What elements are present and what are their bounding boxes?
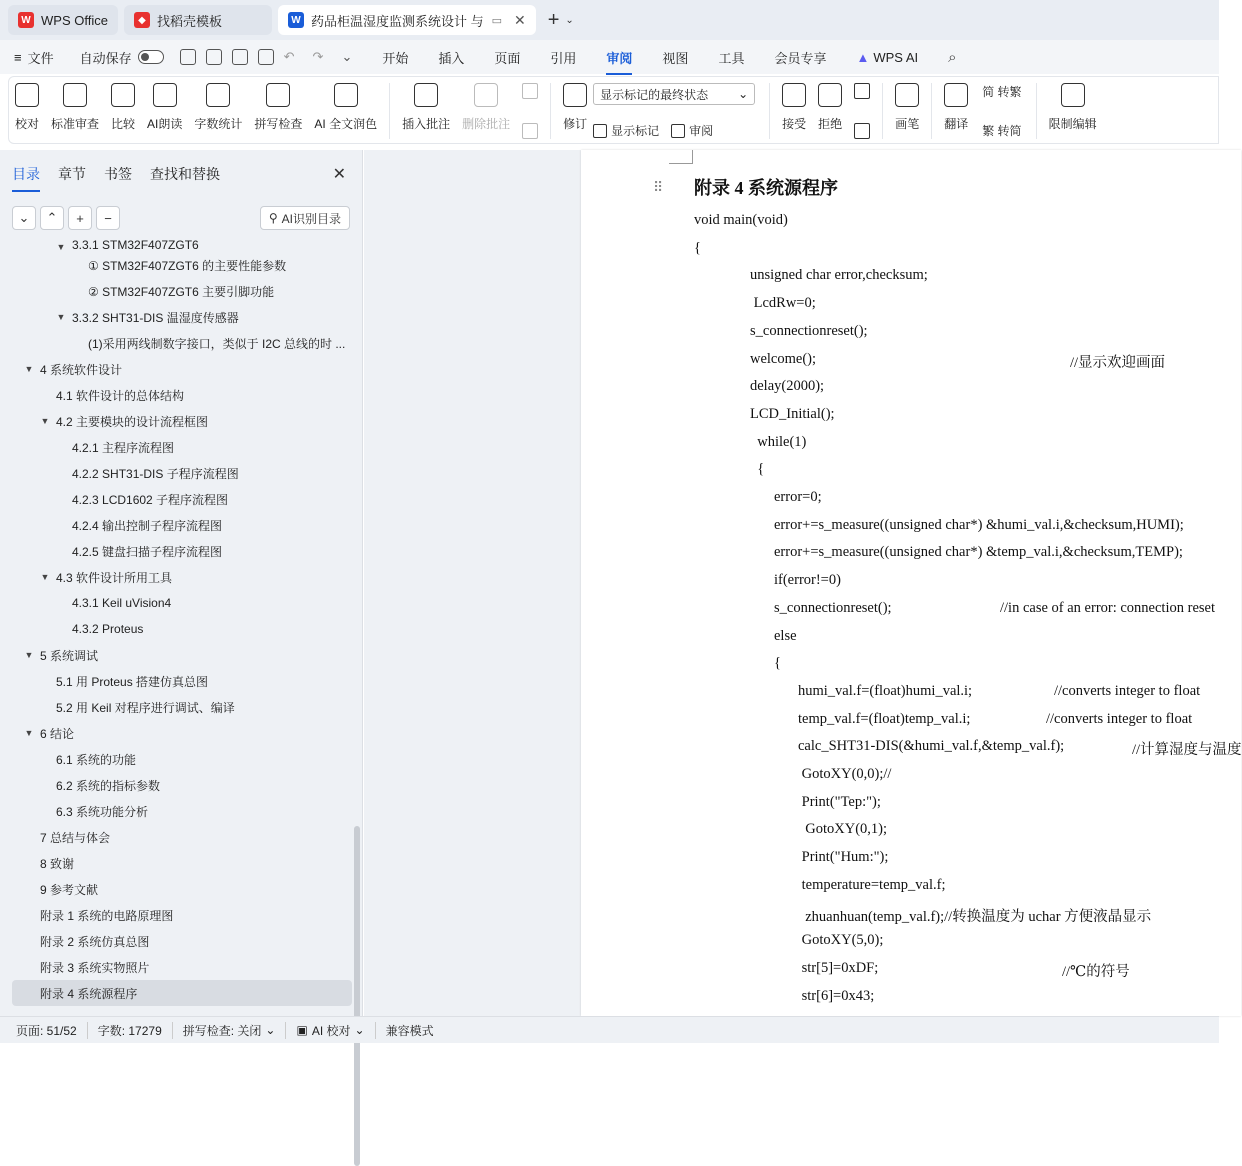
tab-wps-office[interactable] bbox=[8, 5, 118, 35]
print-icon[interactable] bbox=[232, 49, 248, 65]
toc-item[interactable] bbox=[12, 304, 352, 330]
toc-item-label: 3.3.2 SHT31-DIS 温湿度传感器 bbox=[72, 310, 239, 325]
track-changes-button[interactable] bbox=[557, 83, 593, 132]
code-line: { bbox=[694, 239, 701, 256]
code-line: Print("Tep:"); bbox=[798, 793, 881, 810]
code-line: GotoXY(0,1); bbox=[798, 821, 888, 838]
close-icon[interactable]: ✕ bbox=[332, 166, 346, 183]
caret-down-icon[interactable]: ▼ bbox=[24, 650, 34, 660]
code-line: { bbox=[774, 655, 781, 672]
code-line: while(1) bbox=[750, 433, 807, 450]
ai-proofread-label: AI 校对 bbox=[311, 1023, 351, 1038]
tab-find-replace[interactable]: 查找和替换 bbox=[150, 166, 220, 182]
ai-read-button[interactable] bbox=[141, 83, 188, 132]
delete-comment-label: 删除批注 bbox=[462, 117, 511, 131]
code-line: temperature=temp_val.f; bbox=[798, 876, 946, 893]
wps-writer-icon: W bbox=[288, 12, 304, 28]
toc-item-label: 3.3.1 STM32F407ZGT6 bbox=[72, 238, 199, 252]
tab-label: 药品柜温湿度监测系统设计 与 bbox=[310, 13, 484, 29]
code-line: s_connectionreset(); bbox=[774, 599, 892, 616]
code-line: calc_SHT31-DIS(&humi_val.f,&temp_val.f); bbox=[798, 738, 1065, 755]
spell-check-status[interactable] bbox=[183, 1022, 287, 1039]
toc-item-label: 5.2 用 Keil 对程序进行调试、编译 bbox=[56, 700, 235, 715]
accept-label: 接受 bbox=[782, 117, 807, 131]
toc-item-label: 4 系统软件设计 bbox=[40, 362, 123, 377]
toc-item-label: 附录 3 系统实物照片 bbox=[40, 960, 150, 975]
standard-review-button[interactable] bbox=[45, 83, 105, 132]
reject-label: 拒绝 bbox=[818, 117, 843, 131]
magic-wand-icon bbox=[334, 83, 358, 107]
toc-item-label: 4.2.2 SHT31-DIS 子程序流程图 bbox=[72, 466, 239, 481]
expand-all-icon[interactable]: ⌄ bbox=[12, 206, 36, 230]
ribbon-divider bbox=[1036, 83, 1037, 139]
show-markup-label: 显示标记 bbox=[611, 124, 660, 138]
ai-toc-button[interactable] bbox=[260, 206, 350, 230]
scrollbar[interactable] bbox=[354, 826, 360, 1166]
share-icon[interactable] bbox=[206, 49, 222, 65]
navigation-pane bbox=[0, 150, 363, 1016]
new-tab-icon[interactable]: + bbox=[547, 8, 560, 31]
word-count-button[interactable] bbox=[188, 83, 248, 132]
toc-item-label: 6.2 系统的指标参数 bbox=[56, 778, 161, 793]
comment-add-icon bbox=[414, 83, 438, 107]
code-line: error=0; bbox=[774, 489, 822, 505]
toc-item-label: 6.3 系统功能分析 bbox=[56, 804, 149, 819]
collapse-all-icon[interactable]: ⌃ bbox=[40, 206, 64, 230]
toc-item[interactable] bbox=[12, 902, 352, 928]
reject-icon bbox=[818, 83, 842, 107]
toc-item[interactable] bbox=[12, 538, 352, 564]
close-tab-icon[interactable]: ✕ bbox=[514, 11, 526, 28]
caret-down-icon[interactable]: ▼ bbox=[56, 242, 66, 252]
toc-item-label: ① STM32F407ZGT6 的主要性能参数 bbox=[88, 258, 287, 273]
toc-item[interactable] bbox=[12, 356, 352, 382]
remove-heading-icon[interactable]: − bbox=[96, 206, 120, 230]
code-line: GotoXY(0,0);// bbox=[798, 766, 892, 782]
toc-item[interactable] bbox=[12, 850, 352, 876]
chinese-convert-group bbox=[982, 83, 1021, 139]
delete-comment-button[interactable] bbox=[456, 83, 516, 132]
word-count-icon bbox=[206, 83, 230, 107]
review-pane-button[interactable] bbox=[671, 122, 713, 139]
toc-item-label: 附录 1 系统的电路原理图 bbox=[40, 908, 174, 923]
toc-list bbox=[12, 238, 352, 1016]
restrict-edit-label: 限制编辑 bbox=[1048, 117, 1097, 131]
menu-tab-insert[interactable]: 插入 bbox=[438, 50, 465, 66]
accept-icon bbox=[782, 83, 806, 107]
ribbon-divider bbox=[389, 83, 390, 139]
comment-nav-group bbox=[522, 83, 538, 139]
caret-down-icon[interactable]: ▼ bbox=[24, 364, 34, 374]
toc-item[interactable] bbox=[12, 434, 352, 460]
standard-review-label: 标准审查 bbox=[51, 117, 100, 131]
word-count-label: 字数统计 bbox=[194, 117, 243, 131]
file-label: 文件 bbox=[27, 50, 54, 66]
toc-item-label: 4.2.4 输出控制子程序流程图 bbox=[72, 518, 223, 533]
toc-item[interactable] bbox=[12, 876, 352, 902]
toc-item[interactable] bbox=[12, 824, 352, 850]
code-comment: //计算湿度与温度 bbox=[1132, 742, 1242, 759]
to-traditional-button[interactable] bbox=[982, 83, 1021, 100]
toc-item-label: 7 总结与体会 bbox=[40, 830, 111, 845]
toc-item[interactable] bbox=[12, 980, 352, 1006]
insert-comment-label: 插入批注 bbox=[402, 117, 451, 131]
code-line: Print("Hum:"); bbox=[798, 849, 889, 866]
toc-item[interactable] bbox=[12, 330, 352, 356]
title-bar bbox=[0, 0, 1219, 40]
translate-icon bbox=[944, 83, 968, 107]
toc-item-label: 6 结论 bbox=[40, 726, 75, 741]
tab-toc[interactable]: 目录 bbox=[12, 166, 40, 182]
ai-icon: ⚲ bbox=[268, 211, 278, 225]
toc-item[interactable] bbox=[12, 590, 352, 616]
markup-group bbox=[593, 83, 755, 139]
track-changes-label: 修订 bbox=[563, 117, 588, 131]
code-line: s_connectionreset(); bbox=[750, 322, 868, 339]
toc-item[interactable] bbox=[12, 564, 352, 590]
toc-item[interactable] bbox=[12, 694, 352, 720]
track-changes-icon bbox=[563, 83, 587, 107]
ribbon-divider bbox=[882, 83, 883, 139]
toc-item-label: 4.3.2 Proteus bbox=[72, 622, 144, 636]
proofread-button[interactable] bbox=[9, 83, 45, 132]
toc-item-label: 6.1 系统的功能 bbox=[56, 752, 137, 767]
undo-icon[interactable]: ↶ bbox=[283, 49, 295, 64]
previous-change-icon[interactable] bbox=[854, 83, 870, 99]
wps-ai-icon: ▲ bbox=[856, 49, 870, 65]
menu-tab-reference[interactable]: 引用 bbox=[550, 50, 577, 66]
tab-label: WPS Office bbox=[41, 12, 108, 28]
toc-item-label: 5 系统调试 bbox=[40, 648, 99, 663]
toc-item-label: 4.2 主要模块的设计流程框图 bbox=[56, 414, 209, 429]
drag-handle-icon[interactable]: ⠿ bbox=[653, 180, 664, 196]
document-area bbox=[364, 150, 1242, 1016]
caret-down-icon[interactable]: ▼ bbox=[40, 416, 50, 426]
ai-polish-button[interactable] bbox=[308, 83, 383, 132]
menu-bar bbox=[0, 40, 1219, 74]
toc-item[interactable] bbox=[12, 746, 352, 772]
toc-item-label: 4.2.1 主程序流程图 bbox=[72, 440, 175, 455]
code-line: unsigned char error,checksum; bbox=[750, 267, 928, 284]
file-menu[interactable] bbox=[14, 48, 54, 67]
chevron-down-icon: ⌄ bbox=[738, 87, 749, 101]
pen-label: 画笔 bbox=[895, 117, 920, 131]
wps-ai-label: WPS AI bbox=[873, 49, 919, 65]
redo-icon[interactable]: ↷ bbox=[312, 49, 324, 64]
docer-icon: ◆ bbox=[134, 12, 150, 28]
tab-docer[interactable] bbox=[124, 5, 272, 35]
toc-item[interactable] bbox=[12, 512, 352, 538]
review-pane-icon bbox=[671, 124, 685, 138]
toc-item[interactable] bbox=[12, 278, 352, 304]
toc-item-label: 5.1 用 Proteus 搭建仿真总图 bbox=[56, 674, 209, 689]
menu-tab-page[interactable]: 页面 bbox=[494, 50, 521, 66]
code-line: str[6]=0x43; bbox=[798, 987, 875, 1004]
show-markup-button[interactable] bbox=[593, 122, 659, 139]
code-comment: //显示欢迎画面 bbox=[1070, 354, 1166, 371]
toc-item-label: 4.3 软件设计所用工具 bbox=[56, 570, 173, 585]
chevron-down-icon: ⌄ bbox=[354, 1023, 365, 1037]
code-line: str[5]=0xDF; bbox=[798, 959, 879, 976]
code-line: { bbox=[750, 461, 765, 478]
code-line: delay(2000); bbox=[750, 378, 825, 395]
insert-comment-button[interactable] bbox=[396, 83, 456, 132]
autosave-label: 自动保存 bbox=[79, 50, 132, 66]
compare-icon bbox=[111, 83, 135, 107]
save-icon[interactable] bbox=[180, 49, 196, 65]
code-line: welcome(); bbox=[750, 350, 817, 367]
word-count[interactable]: 字数: 17279 bbox=[98, 1022, 173, 1039]
code-line: if(error!=0) bbox=[774, 572, 841, 589]
code-comment: //converts integer to float bbox=[1054, 682, 1201, 699]
show-markup-icon bbox=[593, 124, 607, 138]
menu-tab-tools[interactable]: 工具 bbox=[718, 50, 745, 66]
previous-comment-icon[interactable] bbox=[522, 83, 538, 99]
nav-tabs bbox=[12, 164, 238, 184]
tab-label: 找稻壳模板 bbox=[156, 13, 222, 29]
ai-read-label: AI朗读 bbox=[147, 117, 183, 131]
page-indicator[interactable]: 页面: 51/52 bbox=[16, 1022, 88, 1039]
lock-document-icon bbox=[1061, 83, 1085, 107]
next-change-icon[interactable] bbox=[854, 123, 870, 139]
spell-check-icon bbox=[266, 83, 290, 107]
pen-icon bbox=[895, 83, 919, 107]
compare-label: 比较 bbox=[111, 117, 136, 131]
restrict-edit-button[interactable] bbox=[1043, 83, 1103, 132]
toc-item[interactable] bbox=[12, 720, 352, 746]
toc-item[interactable] bbox=[12, 798, 352, 824]
code-line: else bbox=[774, 627, 797, 644]
compare-button[interactable] bbox=[105, 83, 141, 132]
menu-tab-review[interactable]: 审阅 bbox=[606, 48, 632, 67]
ai-toc-label: AI识别目录 bbox=[281, 211, 341, 226]
ai-polish-label: AI 全文润色 bbox=[314, 117, 378, 131]
compat-mode: 兼容模式 bbox=[385, 1023, 434, 1038]
code-line: zhuanhuan(temp_val.f);//转换温度为 uchar 方便液晶显示 bbox=[798, 908, 1152, 925]
menu-tab-start[interactable]: 开始 bbox=[382, 50, 409, 66]
monitor-icon: ▭ bbox=[491, 14, 502, 27]
proofread-label: 校对 bbox=[15, 117, 40, 131]
tab-document[interactable] bbox=[278, 5, 536, 35]
markup-state-value: 显示标记的最终状态 bbox=[600, 87, 709, 102]
menu-tab-wps-ai[interactable] bbox=[856, 50, 918, 65]
document-check-icon bbox=[63, 83, 87, 107]
document-page bbox=[581, 150, 1241, 1016]
ribbon-toolbar bbox=[8, 76, 1219, 144]
toc-tools bbox=[12, 206, 124, 230]
next-comment-icon[interactable] bbox=[522, 123, 538, 139]
hamburger-icon: ≡ bbox=[14, 49, 22, 65]
code-line: void main(void) bbox=[694, 212, 788, 228]
toc-item[interactable] bbox=[12, 616, 352, 642]
toc-item[interactable] bbox=[12, 252, 352, 278]
wps-logo-icon: W bbox=[18, 12, 34, 28]
toc-item[interactable] bbox=[12, 954, 352, 980]
comment-delete-icon bbox=[474, 83, 498, 107]
caret-down-icon[interactable]: ▼ bbox=[40, 572, 50, 582]
change-nav-group bbox=[854, 83, 870, 139]
code-line: LCD_Initial(); bbox=[750, 405, 835, 422]
translate-button[interactable] bbox=[938, 83, 974, 132]
status-bar bbox=[0, 1016, 1219, 1043]
toc-item-label: 附录 2 系统仿真总图 bbox=[40, 934, 150, 949]
ribbon-divider bbox=[931, 83, 932, 139]
toc-item[interactable] bbox=[12, 642, 352, 668]
pen-button[interactable] bbox=[889, 83, 925, 132]
code-line: temp_val.f=(float)temp_val.i; bbox=[798, 710, 971, 727]
code-comment: //in case of an error: connection reset bbox=[1000, 599, 1215, 616]
toc-item[interactable] bbox=[12, 668, 352, 694]
toc-item-label: 8 致谢 bbox=[40, 856, 75, 871]
toc-item[interactable] bbox=[12, 382, 352, 408]
toc-item[interactable] bbox=[12, 486, 352, 512]
autosave-toggle[interactable] bbox=[80, 48, 164, 67]
ai-read-icon bbox=[153, 83, 177, 107]
to-simplified-label: 繁 转简 bbox=[982, 124, 1022, 138]
code-line: LcdRw=0; bbox=[750, 295, 816, 312]
menu-tab-view[interactable]: 视图 bbox=[662, 50, 689, 66]
menu-tab-member[interactable]: 会员专享 bbox=[774, 50, 827, 66]
toc-item[interactable] bbox=[12, 772, 352, 798]
spell-check-status-label: 拼写检查: 关闭 bbox=[182, 1023, 262, 1038]
chevron-down-icon[interactable]: ⌄ bbox=[565, 14, 574, 26]
add-heading-icon[interactable]: + bbox=[68, 206, 92, 230]
search-icon[interactable]: ⌕ bbox=[948, 48, 957, 66]
toggle-switch[interactable] bbox=[138, 50, 164, 64]
proofread-icon bbox=[15, 83, 39, 107]
caret-down-icon[interactable]: ▼ bbox=[56, 312, 66, 322]
chevron-down-icon: ⌄ bbox=[265, 1023, 276, 1037]
toc-item-label: (1)采用两线制数字接口，类似于 I2C 总线的时 ... bbox=[88, 336, 346, 351]
page-corner-mark bbox=[669, 150, 693, 164]
spell-check-label: 拼写检查 bbox=[254, 117, 303, 131]
chevron-down-icon[interactable]: ⌄ bbox=[341, 49, 353, 64]
toc-item[interactable] bbox=[12, 408, 352, 434]
toc-item-label: 4.2.5 键盘扫描子程序流程图 bbox=[72, 544, 223, 559]
toc-item-label: 附录 4 系统源程序 bbox=[40, 986, 138, 1001]
code-line: humi_val.f=(float)humi_val.i; bbox=[798, 682, 973, 699]
toc-item[interactable] bbox=[12, 238, 352, 252]
tab-sections[interactable]: 章节 bbox=[58, 166, 86, 182]
code-line: error+=s_measure((unsigned char*) &temp_val.i,&checksum,TEMP); bbox=[774, 544, 1183, 561]
ribbon-divider bbox=[769, 83, 770, 139]
to-simplified-button[interactable] bbox=[982, 122, 1021, 139]
code-comment: //converts integer to float bbox=[1046, 710, 1193, 727]
to-traditional-label: 简 转繁 bbox=[982, 85, 1022, 99]
toc-item-label: 4.2.3 LCD1602 子程序流程图 bbox=[72, 492, 229, 507]
markup-state-select[interactable] bbox=[593, 83, 755, 105]
toc-item[interactable] bbox=[12, 460, 352, 486]
print-preview-icon[interactable] bbox=[258, 49, 274, 65]
ribbon-divider bbox=[550, 83, 551, 139]
translate-label: 翻译 bbox=[944, 117, 969, 131]
spell-check-button[interactable] bbox=[248, 83, 308, 132]
code-line: error+=s_measure((unsigned char*) &humi_val.i,&checksum,HUMI); bbox=[774, 516, 1184, 533]
caret-down-icon[interactable]: ▼ bbox=[24, 728, 34, 738]
code-comment: //℃的符号 bbox=[1062, 963, 1130, 980]
code-line: GotoXY(5,0); bbox=[798, 932, 884, 949]
tab-bookmarks[interactable]: 书签 bbox=[104, 166, 132, 182]
toc-item-label: 9 参考文献 bbox=[40, 882, 99, 897]
toc-item-label: ② STM32F407ZGT6 主要引脚功能 bbox=[88, 284, 275, 299]
reject-button[interactable] bbox=[812, 83, 848, 132]
accept-button[interactable] bbox=[776, 83, 812, 132]
ai-proofread-icon: ▣ bbox=[296, 1023, 308, 1037]
appendix-heading: 附录 4 系统源程序 bbox=[694, 178, 838, 198]
review-pane-label: 审阅 bbox=[689, 124, 714, 138]
toc-item-label: 4.1 软件设计的总体结构 bbox=[56, 388, 185, 403]
toc-item[interactable] bbox=[12, 928, 352, 954]
toc-item-label: 4.3.1 Keil uVision4 bbox=[72, 596, 172, 610]
ai-proofread-status[interactable] bbox=[296, 1022, 375, 1039]
